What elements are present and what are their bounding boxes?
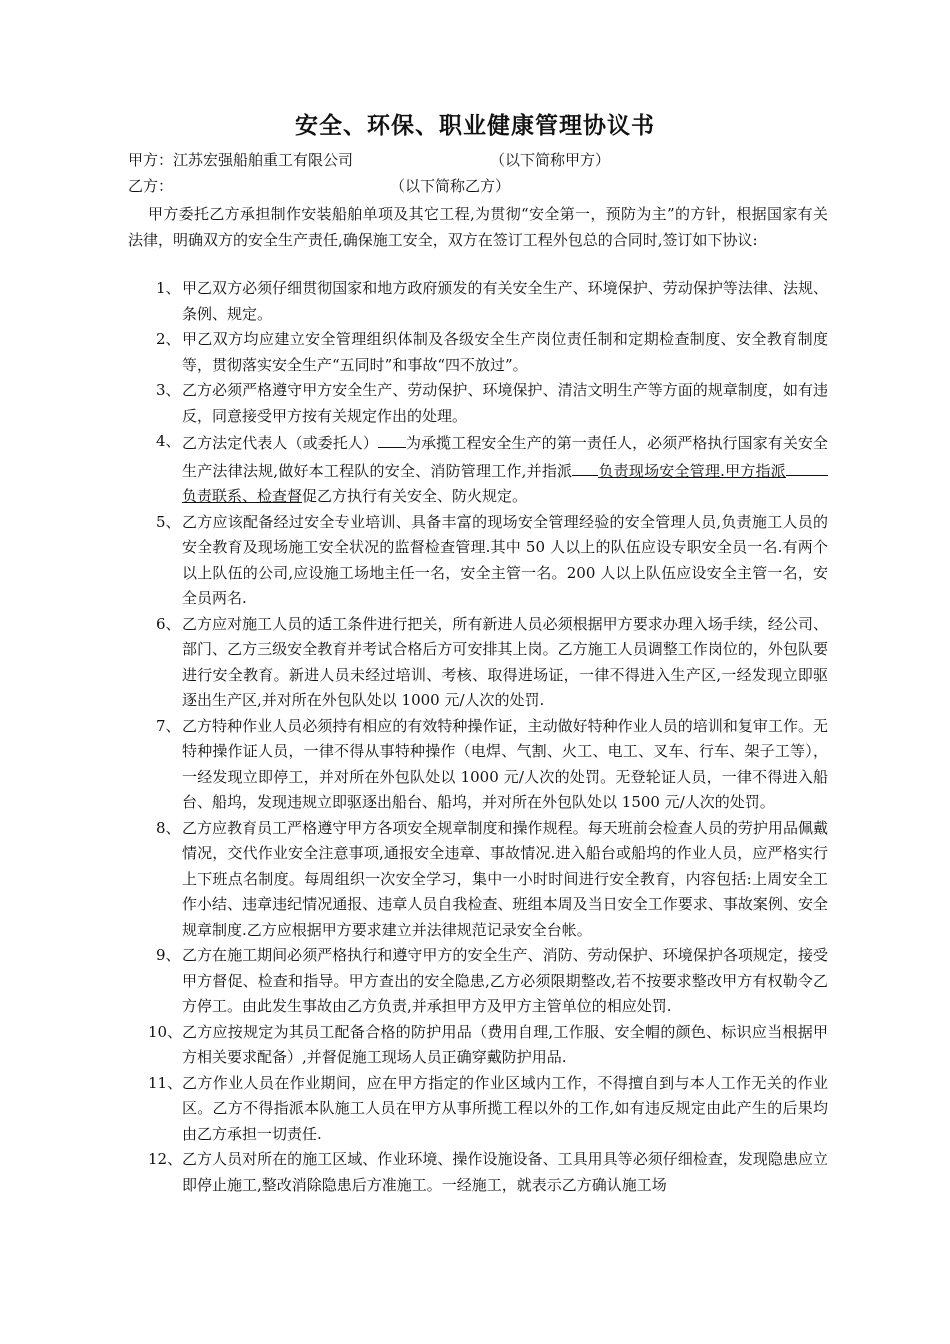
- party-a-label: 甲方：江苏宏强船舶重工有限公司: [128, 151, 354, 169]
- clause-number: 12、: [148, 1150, 183, 1168]
- clause-number: 8、: [156, 818, 181, 837]
- party-b-line: [128, 174, 511, 199]
- clause-number: 4、: [156, 432, 181, 450]
- clause-list: [128, 276, 828, 1198]
- clause-item: [128, 816, 828, 944]
- clause-text: 乙方必须严格遵守甲方安全生产、劳动保护、环境保护、清洁文明生产等方面的规章制度，如有违反，同意接受甲方按有关规定作出的处理。: [182, 381, 828, 425]
- clause-text: 乙方应按规定为其员工配备合格的防护用品（费用自理,工作服、安全帽的颜色、标识应当根据甲方相关要求配备）,并督促施工现场人员正确穿戴防护用品.: [182, 1022, 828, 1066]
- clause-item: [128, 429, 828, 510]
- clause-text: 乙方作业人员在作业期间，应在甲方指定的作业区域内工作，不得擅自到与本人工作无关的作业区。乙方不得指派本队施工人员在甲方从事所揽工程以外的工作,如有违反规定由此产生的后果均由乙方承担一切责任.: [182, 1073, 828, 1143]
- clause-number: 1、: [156, 279, 181, 297]
- clause-4-part-2: 为承揽工程安全生产的第一责任人，必须严格执行国家有关安全生产法律法规,做好本工程队的安全、消防管理工作,并指派: [182, 434, 828, 480]
- clause-text: 甲乙双方必须仔细贯彻国家和地方政府颁发的有关安全生产、环境保护、劳动保护等法律、法规、条例、规定。: [182, 279, 828, 323]
- party-b-note: （以下简称乙方）: [390, 177, 511, 195]
- clause-number: 3、: [156, 381, 181, 399]
- clause-text: 乙方应教育员工严格遵守甲方各项安全规章制度和操作规程。每天班前会检查人员的劳护用品佩戴情况，交代作业安全注意事项,通报安全违章、事故情况.进入船台或船坞的作业人员，应严格实行上下班点名制度。每周组织一次安全学习，集中一小时时间进行安全教育，内容包括:上周安全工作小结、违章违纪情况通报、违章人员自我检查、班组本周及当日安全工作要求、事故案例、安全规章制度.乙方应根据甲方要求建立并法律规范记录安全台帐。: [182, 818, 828, 939]
- clause-number: 7、: [156, 716, 181, 735]
- clause-number: 6、: [156, 614, 181, 633]
- clause-4-part-3: 负责现场安全管理.甲方指派: [598, 461, 786, 480]
- blank-line: [786, 457, 828, 476]
- clause-number: 5、: [156, 512, 181, 531]
- clause-item: [128, 378, 828, 429]
- clause-item: [128, 1020, 828, 1071]
- clause-text: 乙方应对施工人员的适工条件进行把关，所有新进人员必须根据甲方要求办理入场手续，经公司、部门、乙方三级安全教育并考试合格后方可安排其上岗。乙方施工人员调整工作岗位的，外包队要进行安全教育。新进人员未经过培训、考核、取得进场证，一律不得进入生产区,一经发现立即驱逐出生产区,并对所在外包队处以 1000 元/人次的处罚.: [182, 614, 828, 709]
- clause-text: 乙方在施工期间必须严格执行和遵守甲方的安全生产、消防、劳动保护、环境保护各项规定，接受甲方督促、检查和指导。甲方查出的安全隐患,乙方必须限期整改,若不按要求整改甲方有权勒令乙方停工。由此发生事故由乙方负责,并承担甲方及甲方主管单位的相应处罚.: [182, 946, 828, 1015]
- clause-number: 2、: [156, 330, 181, 348]
- clause-number: 10、: [148, 1022, 183, 1041]
- clause-4-part-4: 负责联系、检查督: [182, 487, 303, 505]
- clause-item: [128, 943, 828, 1020]
- blank-line: [572, 457, 598, 476]
- blank-line: [378, 429, 406, 448]
- clause-text: 乙方应该配备经过安全专业培训、具备丰富的现场安全管理经验的安全管理人员,负责施工人员的安全教育及现场施工安全状况的监督检查管理.其中 50 人以上的队伍应设专职安全员一名.有两个以上队伍的公司,应设施工场地主任一名，安全主管一名。200 人以上队伍应设安全主管一名，安全员两名.: [182, 512, 828, 607]
- clause-text: 甲乙双方均应建立安全管理组织体制及各级安全生产岗位责任制和定期检查制度、安全教育制度等，贯彻落实安全生产“五同时”和事故“四不放过”。: [182, 330, 828, 374]
- clause-item: [128, 1147, 828, 1198]
- clause-item: [128, 612, 828, 714]
- clause-text: 乙方人员对所在的施工区域、作业环境、操作设施设备、工具用具等必须仔细检查，发现隐患应立即停止施工,整改消除隐患后方准施工。一经施工，就表示乙方确认施工场: [182, 1150, 828, 1194]
- clause-item: [128, 327, 828, 378]
- party-a-note: （以下简称甲方）: [490, 151, 611, 169]
- clause-item: [128, 510, 828, 612]
- clause-number: 11、: [148, 1073, 183, 1092]
- party-a-line: [128, 148, 611, 173]
- intro-paragraph: 甲方委托乙方承担制作安装船舶单项及其它工程,为贯彻“安全第一，预防为主”的方针，根据国家有关法律，明确双方的安全生产责任,确保施工安全，双方在签订工程外包总的合同时,签订如下协议:: [128, 205, 828, 249]
- clause-text: 乙方特种作业人员必须持有相应的有效特种操作证，主动做好特种作业人员的培训和复审工作。无特种操作证人员，一律不得从事特种操作（电焊、气割、火工、电工、叉车、行车、架子工等），一经发现立即停工，并对所在外包队处以 1000 元/人次的处罚。无登轮证人员，一律不得进入船台、船坞，发现违规立即驱逐出船台、船坞，并对所在外包队处以 1500 元/人次的处罚。: [182, 716, 828, 811]
- clause-text: [128, 429, 828, 510]
- clause-item: [128, 276, 828, 327]
- document-title: 安全、环保、职业健康管理协议书: [295, 112, 655, 139]
- party-b-label: 乙方：: [128, 177, 174, 195]
- clause-item: [128, 1071, 828, 1148]
- clause-4-part-5: 促乙方执行有关安全、防火规定。: [302, 487, 528, 505]
- clause-4-part-1: 乙方法定代表人（或委托人）: [182, 434, 378, 452]
- clause-item: [128, 714, 828, 816]
- clause-number: 9、: [156, 946, 181, 964]
